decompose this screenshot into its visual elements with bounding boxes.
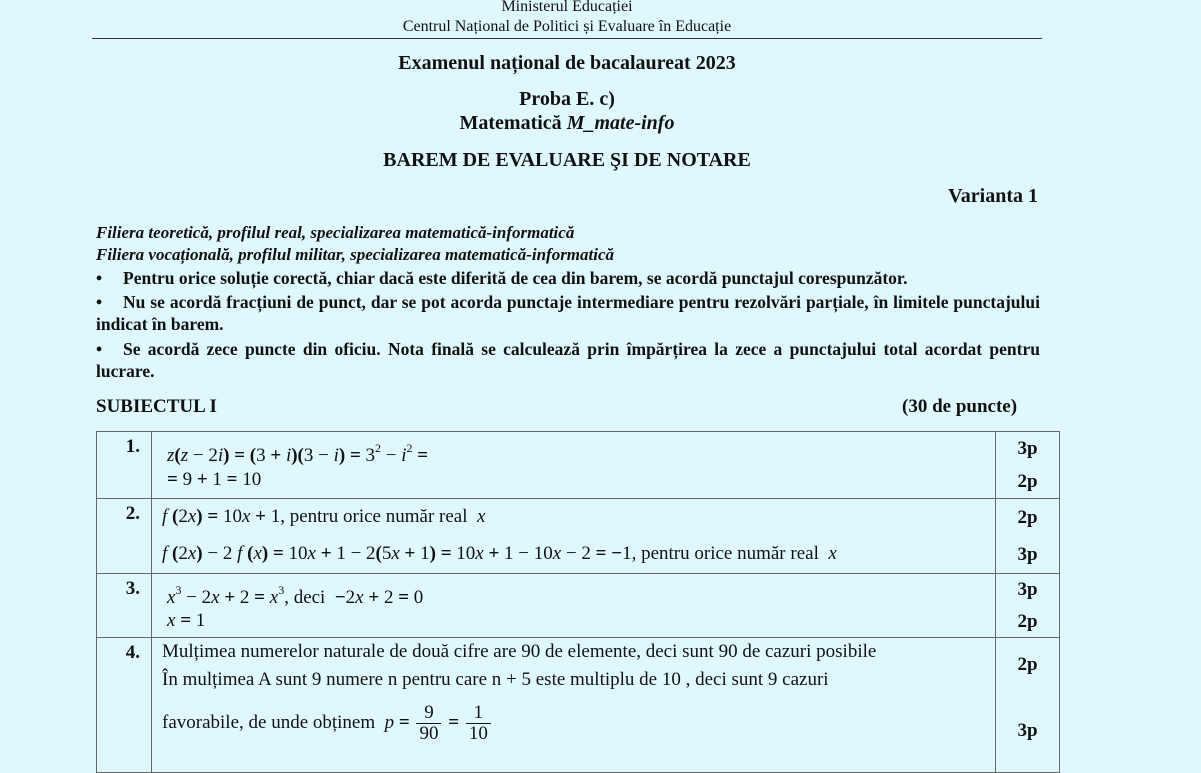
item-number: 3. [125, 578, 140, 599]
bullet-mark: • [96, 268, 103, 288]
bullet-mark: • [96, 339, 103, 359]
points-cell [996, 499, 1060, 574]
header-rule [92, 38, 1042, 39]
formula-line: $x^3 - 2x + 2 = x^3$, deci −2x + 2 = 0 [167, 583, 424, 608]
points-value: 2p [1017, 611, 1038, 632]
points-value: 3p [1017, 438, 1038, 459]
formula-line: $z(z - 2i) = (3 + i)(3 - i) = 3^2 - i^2$ = [167, 441, 429, 466]
points-value: 2p [1017, 654, 1038, 675]
filiera-line: Filiera teoretică, profilul real, specializarea matematică-informatică [96, 223, 575, 242]
points-cell [996, 638, 1060, 773]
instruction-bullet [96, 338, 1040, 382]
filiera-line: Filiera vocațională, profilul militar, specializarea matematică-informatică [96, 245, 615, 264]
solution-cell [152, 432, 996, 499]
center-header: Centrul Național de Politici și Evaluare în Educație [402, 18, 732, 35]
section-title: SUBIECTUL I [96, 396, 217, 417]
formula-line: x = 1 [167, 610, 206, 631]
table-row [97, 638, 1060, 773]
item-number-cell [97, 638, 152, 773]
solution-text: În mulțimea A sunt 9 numere n pentru care n + 5 este multiplu de 10 , deci sunt 9 cazuri [162, 669, 829, 690]
formula-text: , pentru orice număr real [280, 506, 468, 527]
fraction: $\frac{9}{90}$ [416, 703, 441, 744]
solution-text: Mulțimea numerelor naturale de două cifre are 90 de elemente, deci sunt 90 de cazuri posibile [162, 641, 877, 662]
table-row [97, 574, 1060, 638]
item-number: 4. [125, 642, 140, 663]
formula-line: f (2x) − 2 f (x) = 10x + 1 − 2(5x + 1) = 10x + 1 − 10x − 2 = −1, pentru orice număr real x [162, 543, 837, 564]
formula-line: = 9 + 1 = 10 [167, 469, 262, 490]
grading-table [96, 431, 1060, 773]
formula-line: f (2x) = 10x + 1, pentru orice număr real x [162, 506, 486, 527]
fraction: $\frac{1}{10}$ [466, 703, 491, 744]
solution-cell [152, 499, 996, 574]
points-value: 2p [1017, 471, 1038, 492]
bullet-mark: • [96, 292, 103, 312]
formula-text: , pentru orice număr real [631, 543, 819, 564]
item-number-cell [97, 432, 152, 499]
formula-text: favorabile, de unde obținem [162, 712, 376, 733]
barem-title: BAREM DE EVALUARE ŞI DE NOTARE [383, 149, 751, 171]
points-cell [996, 574, 1060, 638]
bullet-text: Se acordă zece puncte din oficiu. Nota finală se calculează prin împărțirea la zece a punctajului total acordat pentru lucrare. [96, 339, 1040, 381]
instruction-bullet [96, 291, 1040, 335]
item-number-cell [97, 574, 152, 638]
formula-line: favorabile, de unde obținem p = $\frac{9}{90}$ = $\frac{1}{10}$ [162, 693, 985, 753]
item-number-cell [97, 499, 152, 574]
ministry-header: Ministerul Educației [501, 0, 633, 15]
table-row [97, 499, 1060, 574]
exam-title: Examenul național de bacalaureat 2023 [398, 52, 736, 74]
points-value: 3p [1017, 579, 1038, 600]
points-value: 3p [1017, 720, 1038, 741]
solution-cell [152, 638, 996, 773]
bullet-text: Pentru orice soluție corectă, chiar dacă este diferită de cea din barem, se acordă punctajul corespunzător. [123, 268, 908, 288]
table-row [97, 432, 1060, 499]
varianta-label: Varianta 1 [948, 185, 1038, 207]
subject-profile: M_mate-info [566, 112, 675, 134]
points-value: 2p [1017, 507, 1038, 528]
points-value: 3p [1017, 544, 1038, 565]
points-cell [996, 432, 1060, 499]
section-points: (30 de puncte) [902, 396, 1018, 417]
instruction-bullet [96, 267, 1040, 289]
item-number: 2. [125, 503, 140, 524]
bullet-text: Nu se acordă fracțiuni de punct, dar se pot acorda punctaje intermediare pentru rezolvări parțiale, în limitele punctajului indicat în barem. [96, 292, 1040, 334]
formula-text: , deci [284, 587, 326, 608]
solution-cell [152, 574, 996, 638]
item-number: 1. [125, 436, 140, 457]
subject-title [0, 112, 1134, 135]
proba-title: Proba E. c) [519, 88, 615, 110]
subject-prefix: Matematică [459, 112, 562, 134]
